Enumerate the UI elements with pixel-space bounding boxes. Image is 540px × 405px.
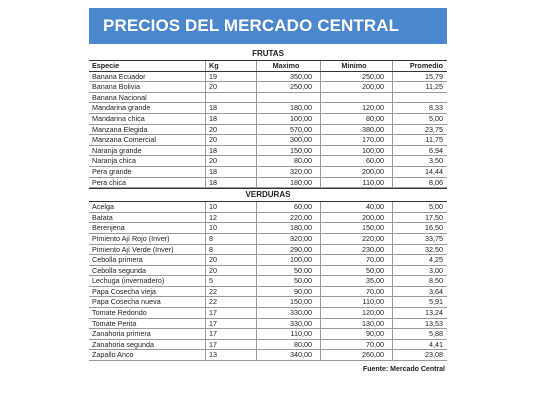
kg-cell bbox=[206, 92, 257, 103]
table-row bbox=[89, 177, 447, 188]
species-cell: Papa Cosecha nueva bbox=[89, 297, 206, 308]
species-cell: Mandarina chica bbox=[89, 113, 206, 124]
table-row bbox=[89, 350, 447, 361]
table-row bbox=[89, 92, 447, 103]
max-price-cell: 80,00 bbox=[257, 339, 321, 350]
col-header-max: Maximo bbox=[257, 61, 321, 71]
min-price-cell: 220,00 bbox=[321, 233, 393, 244]
min-price-cell: 80,00 bbox=[321, 113, 393, 124]
avg-price-cell: 5,00 bbox=[393, 202, 448, 212]
kg-cell: 20 bbox=[206, 82, 257, 93]
col-header-kg: Kg bbox=[206, 61, 257, 71]
max-price-cell: 250,00 bbox=[257, 82, 321, 93]
max-price-cell: 90,00 bbox=[257, 286, 321, 297]
table-row bbox=[89, 255, 447, 266]
species-cell: Banana Nacional bbox=[89, 92, 206, 103]
species-cell: Pimiento Ají Rojo (Inver) bbox=[89, 233, 206, 244]
kg-cell: 22 bbox=[206, 286, 257, 297]
max-price-cell bbox=[257, 92, 321, 103]
avg-price-cell: 23,08 bbox=[393, 350, 448, 361]
min-price-cell: 230,00 bbox=[321, 244, 393, 255]
species-cell: Tomate Redondo bbox=[89, 308, 206, 319]
min-price-cell: 250,00 bbox=[321, 71, 393, 82]
min-price-cell: 120,00 bbox=[321, 308, 393, 319]
avg-price-cell bbox=[393, 92, 448, 103]
species-cell: Naranja chica bbox=[89, 156, 206, 167]
min-price-cell: 70,00 bbox=[321, 339, 393, 350]
species-cell: Cebolla primera bbox=[89, 255, 206, 266]
kg-cell: 17 bbox=[206, 329, 257, 340]
kg-cell: 12 bbox=[206, 212, 257, 223]
species-cell: Berenjena bbox=[89, 223, 206, 234]
species-cell: Naranja grande bbox=[89, 145, 206, 156]
max-price-cell: 570,00 bbox=[257, 124, 321, 135]
max-price-cell: 330,00 bbox=[257, 318, 321, 329]
max-price-cell: 100,00 bbox=[257, 113, 321, 124]
section-title-frutas: FRUTAS bbox=[89, 48, 447, 61]
table-row bbox=[89, 113, 447, 124]
min-price-cell bbox=[321, 92, 393, 103]
avg-price-cell: 8,33 bbox=[393, 103, 448, 114]
kg-cell: 18 bbox=[206, 113, 257, 124]
table-row bbox=[89, 308, 447, 319]
min-price-cell: 100,00 bbox=[321, 145, 393, 156]
min-price-cell: 70,00 bbox=[321, 255, 393, 266]
kg-cell: 18 bbox=[206, 145, 257, 156]
avg-price-cell: 14,44 bbox=[393, 166, 448, 177]
max-price-cell: 320,00 bbox=[257, 166, 321, 177]
species-cell: Tomate Perita bbox=[89, 318, 206, 329]
header-row bbox=[89, 61, 447, 71]
min-price-cell: 110,00 bbox=[321, 177, 393, 188]
max-price-cell: 330,00 bbox=[257, 308, 321, 319]
avg-price-cell: 11,25 bbox=[393, 82, 448, 93]
table-row bbox=[89, 166, 447, 177]
max-price-cell: 290,00 bbox=[257, 244, 321, 255]
avg-price-cell: 3,50 bbox=[393, 156, 448, 167]
max-price-cell: 100,00 bbox=[257, 255, 321, 266]
max-price-cell: 150,00 bbox=[257, 145, 321, 156]
species-cell: Pera chica bbox=[89, 177, 206, 188]
kg-cell: 18 bbox=[206, 103, 257, 114]
max-price-cell: 350,00 bbox=[257, 71, 321, 82]
avg-price-cell: 5,91 bbox=[393, 297, 448, 308]
species-cell: Zapallo Anco bbox=[89, 350, 206, 361]
table-row bbox=[89, 145, 447, 156]
max-price-cell: 50,00 bbox=[257, 265, 321, 276]
avg-price-cell: 3,00 bbox=[393, 265, 448, 276]
avg-price-cell: 5,00 bbox=[393, 113, 448, 124]
table-row bbox=[89, 297, 447, 308]
avg-price-cell: 6,94 bbox=[393, 145, 448, 156]
kg-cell: 5 bbox=[206, 276, 257, 287]
kg-cell: 17 bbox=[206, 318, 257, 329]
kg-cell: 8 bbox=[206, 244, 257, 255]
max-price-cell: 110,00 bbox=[257, 329, 321, 340]
min-price-cell: 130,00 bbox=[321, 318, 393, 329]
min-price-cell: 380,00 bbox=[321, 124, 393, 135]
species-cell: Acelga bbox=[89, 202, 206, 212]
avg-price-cell: 4,25 bbox=[393, 255, 448, 266]
species-cell: Zanahoria segunda bbox=[89, 339, 206, 350]
species-cell: Manzana Elegida bbox=[89, 124, 206, 135]
table-row bbox=[89, 135, 447, 146]
max-price-cell: 320,00 bbox=[257, 233, 321, 244]
max-price-cell: 50,00 bbox=[257, 276, 321, 287]
verduras-table bbox=[89, 202, 447, 361]
avg-price-cell: 5,88 bbox=[393, 329, 448, 340]
max-price-cell: 80,00 bbox=[257, 156, 321, 167]
min-price-cell: 60,00 bbox=[321, 156, 393, 167]
table-row bbox=[89, 276, 447, 287]
avg-price-cell: 13,53 bbox=[393, 318, 448, 329]
min-price-cell: 200,00 bbox=[321, 82, 393, 93]
price-table-card bbox=[89, 8, 447, 375]
species-cell: Manzana Comercial bbox=[89, 135, 206, 146]
min-price-cell: 260,00 bbox=[321, 350, 393, 361]
kg-cell: 20 bbox=[206, 135, 257, 146]
avg-price-cell: 15,79 bbox=[393, 71, 448, 82]
avg-price-cell: 11,75 bbox=[393, 135, 448, 146]
avg-price-cell: 17,50 bbox=[393, 212, 448, 223]
max-price-cell: 220,00 bbox=[257, 212, 321, 223]
table-row bbox=[89, 223, 447, 234]
section-title-verduras: VERDURAS bbox=[89, 188, 447, 202]
col-header-species: Especie bbox=[89, 61, 206, 71]
avg-price-cell: 32,50 bbox=[393, 244, 448, 255]
max-price-cell: 180,00 bbox=[257, 177, 321, 188]
kg-cell: 19 bbox=[206, 71, 257, 82]
table-row bbox=[89, 318, 447, 329]
table-row bbox=[89, 265, 447, 276]
avg-price-cell: 23,75 bbox=[393, 124, 448, 135]
min-price-cell: 70,00 bbox=[321, 286, 393, 297]
min-price-cell: 35,00 bbox=[321, 276, 393, 287]
min-price-cell: 120,00 bbox=[321, 103, 393, 114]
species-cell: Batata bbox=[89, 212, 206, 223]
species-cell: Cebolla segunda bbox=[89, 265, 206, 276]
table-row bbox=[89, 286, 447, 297]
table-row bbox=[89, 339, 447, 350]
min-price-cell: 50,00 bbox=[321, 265, 393, 276]
avg-price-cell: 16,50 bbox=[393, 223, 448, 234]
table-row bbox=[89, 103, 447, 114]
kg-cell: 22 bbox=[206, 297, 257, 308]
kg-cell: 18 bbox=[206, 177, 257, 188]
avg-price-cell: 4,41 bbox=[393, 339, 448, 350]
species-cell: Zanahoria primera bbox=[89, 329, 206, 340]
min-price-cell: 110,00 bbox=[321, 297, 393, 308]
max-price-cell: 180,00 bbox=[257, 103, 321, 114]
avg-price-cell: 13,24 bbox=[393, 308, 448, 319]
min-price-cell: 150,00 bbox=[321, 223, 393, 234]
min-price-cell: 200,00 bbox=[321, 166, 393, 177]
species-cell: Papa Cosecha vieja bbox=[89, 286, 206, 297]
min-price-cell: 200,00 bbox=[321, 212, 393, 223]
avg-price-cell: 8,50 bbox=[393, 276, 448, 287]
table-row bbox=[89, 212, 447, 223]
table-row bbox=[89, 82, 447, 93]
col-header-avg: Promedio bbox=[393, 61, 448, 71]
table-row bbox=[89, 124, 447, 135]
frutas-table bbox=[89, 61, 447, 188]
kg-cell: 18 bbox=[206, 166, 257, 177]
table-row bbox=[89, 244, 447, 255]
species-cell: Mandarina grande bbox=[89, 103, 206, 114]
max-price-cell: 150,00 bbox=[257, 297, 321, 308]
kg-cell: 17 bbox=[206, 308, 257, 319]
kg-cell: 10 bbox=[206, 202, 257, 212]
max-price-cell: 340,00 bbox=[257, 350, 321, 361]
min-price-cell: 40,00 bbox=[321, 202, 393, 212]
species-cell: Pera grande bbox=[89, 166, 206, 177]
table-row bbox=[89, 202, 447, 212]
kg-cell: 20 bbox=[206, 156, 257, 167]
avg-price-cell: 33,75 bbox=[393, 233, 448, 244]
species-cell: Pimiento Ají Verde (Inver) bbox=[89, 244, 206, 255]
species-cell: Banana Bolivia bbox=[89, 82, 206, 93]
col-header-min: Minimo bbox=[321, 61, 393, 71]
min-price-cell: 90,00 bbox=[321, 329, 393, 340]
page-title: PRECIOS DEL MERCADO CENTRAL bbox=[89, 8, 447, 44]
avg-price-cell: 3,64 bbox=[393, 286, 448, 297]
min-price-cell: 170,00 bbox=[321, 135, 393, 146]
max-price-cell: 180,00 bbox=[257, 223, 321, 234]
avg-price-cell: 8,06 bbox=[393, 177, 448, 188]
max-price-cell: 60,00 bbox=[257, 202, 321, 212]
kg-cell: 20 bbox=[206, 265, 257, 276]
kg-cell: 13 bbox=[206, 350, 257, 361]
table-row bbox=[89, 71, 447, 82]
kg-cell: 20 bbox=[206, 124, 257, 135]
table-row bbox=[89, 233, 447, 244]
kg-cell: 8 bbox=[206, 233, 257, 244]
table-row bbox=[89, 156, 447, 167]
kg-cell: 17 bbox=[206, 339, 257, 350]
table-row bbox=[89, 329, 447, 340]
max-price-cell: 300,00 bbox=[257, 135, 321, 146]
source-credit: Fuente: Mercado Central bbox=[362, 366, 445, 374]
kg-cell: 10 bbox=[206, 223, 257, 234]
species-cell: Lechuga (invernadero) bbox=[89, 276, 206, 287]
kg-cell: 20 bbox=[206, 255, 257, 266]
species-cell: Banana Ecuador bbox=[89, 71, 206, 82]
